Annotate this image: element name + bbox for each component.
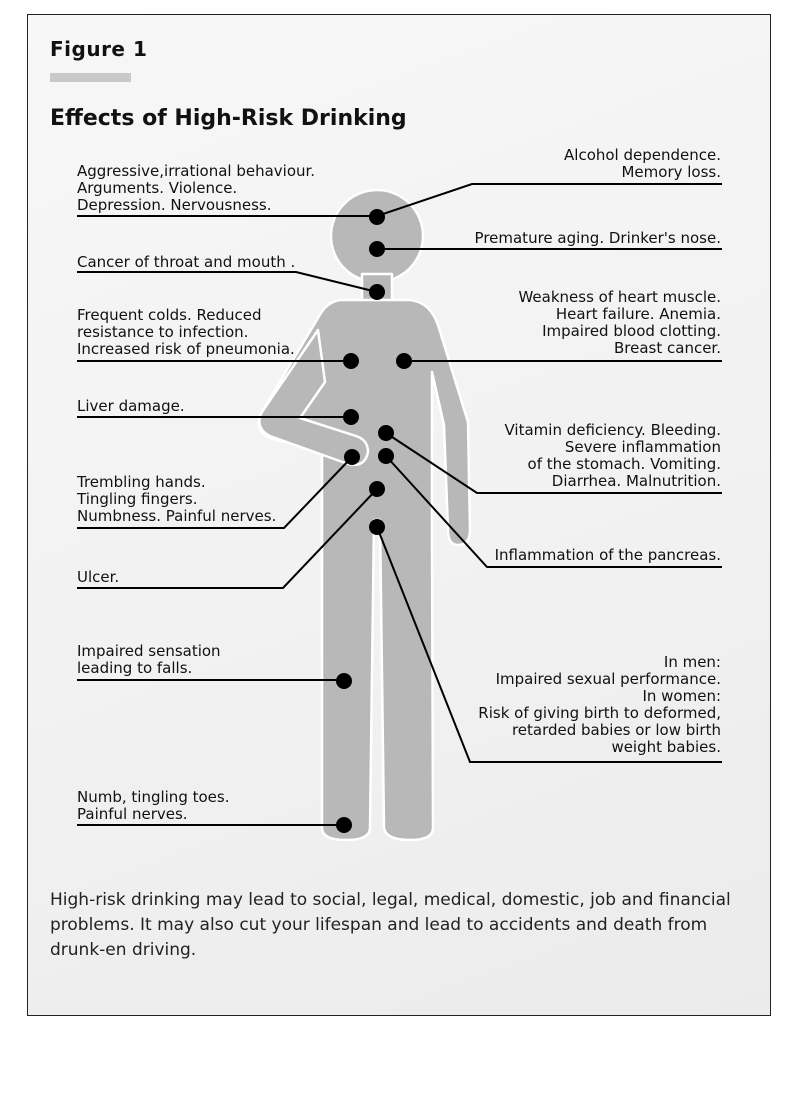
label-line: Increased risk of pneumonia. — [77, 340, 295, 358]
label-line: Cancer of throat and mouth . — [77, 253, 296, 271]
marker-throat — [369, 284, 385, 300]
label-line: Depression. Nervousness. — [77, 196, 272, 214]
label-line: Risk of giving birth to deformed, — [478, 704, 721, 722]
label-throat — [77, 254, 295, 271]
label-line: Impaired sexual performance. — [495, 670, 721, 688]
marker-toe — [336, 817, 352, 833]
label-toes — [77, 789, 229, 823]
label-line: Liver damage. — [77, 397, 185, 415]
label-line: Severe inflammation — [564, 438, 721, 456]
marker-face — [369, 241, 385, 257]
label-behaviour — [77, 163, 315, 214]
label-line: In men: — [663, 653, 721, 671]
figure-label: Figure 1 — [50, 37, 148, 61]
label-legs — [77, 643, 221, 677]
label-line: Trembling hands. — [77, 473, 206, 491]
label-line: Diarrhea. Malnutrition. — [551, 472, 721, 490]
label-line: resistance to infection. — [77, 323, 249, 341]
label-line: Numbness. Painful nerves. — [77, 507, 277, 525]
human-body-silhouette — [259, 190, 470, 840]
figure-title: Effects of High-Risk Drinking — [50, 106, 407, 131]
label-line: Tingling fingers. — [77, 490, 198, 508]
marker-stomach — [378, 425, 394, 441]
label-line: In women: — [642, 687, 721, 705]
label-line: Impaired blood clotting. — [542, 322, 721, 340]
marker-reproductive — [369, 519, 385, 535]
label-pancreas — [495, 547, 721, 564]
marker-lung — [343, 353, 359, 369]
label-line: Heart failure. Anemia. — [555, 305, 721, 323]
marker-pancreas — [378, 448, 394, 464]
head-shape — [331, 190, 423, 282]
marker-hand — [344, 449, 360, 465]
label-line: Vitamin deficiency. Bleeding. — [504, 421, 721, 439]
marker-heart — [396, 353, 412, 369]
figure-caption: High-risk drinking may lead to social, legal, medical, domestic, job and financial problems. It may also cut your lifespan and lead to accidents and death from drunk-en driving. — [50, 890, 731, 960]
label-liver — [77, 398, 185, 415]
label-lungs — [77, 307, 295, 358]
label-line: Breast cancer. — [614, 339, 721, 357]
label-hands — [77, 474, 276, 525]
label-ulcer — [77, 569, 119, 586]
label-line: Painful nerves. — [77, 805, 188, 823]
label-line: Ulcer. — [77, 568, 120, 586]
marker-brain — [369, 209, 385, 225]
label-reproductive — [478, 654, 721, 756]
label-line: Arguments. Violence. — [77, 179, 238, 197]
label-dependence — [564, 147, 721, 181]
leader-throat — [77, 272, 377, 292]
label-heart — [518, 289, 721, 357]
label-line: Inflammation of the pancreas. — [494, 546, 721, 564]
label-line: Aggressive,irrational behaviour. — [77, 162, 316, 180]
label-line: Weakness of heart muscle. — [518, 288, 721, 306]
label-stomach — [505, 422, 722, 490]
label-line: retarded babies or low birth — [511, 721, 721, 739]
label-line: of the stomach. Vomiting. — [527, 455, 721, 473]
label-line: Premature aging. Drinker's nose. — [474, 229, 721, 247]
label-line: Memory loss. — [621, 163, 721, 181]
marker-liver — [343, 409, 359, 425]
label-line: weight babies. — [611, 738, 721, 756]
label-line: Frequent colds. Reduced — [77, 306, 262, 324]
marker-leg — [336, 673, 352, 689]
label-line: Numb, tingling toes. — [77, 788, 230, 806]
marker-ulcer — [369, 481, 385, 497]
label-line: leading to falls. — [77, 659, 193, 677]
label-line: Alcohol dependence. — [564, 146, 721, 164]
leader-dependence — [377, 184, 722, 216]
label-aging — [475, 230, 721, 247]
label-line: Impaired sensation — [77, 642, 221, 660]
